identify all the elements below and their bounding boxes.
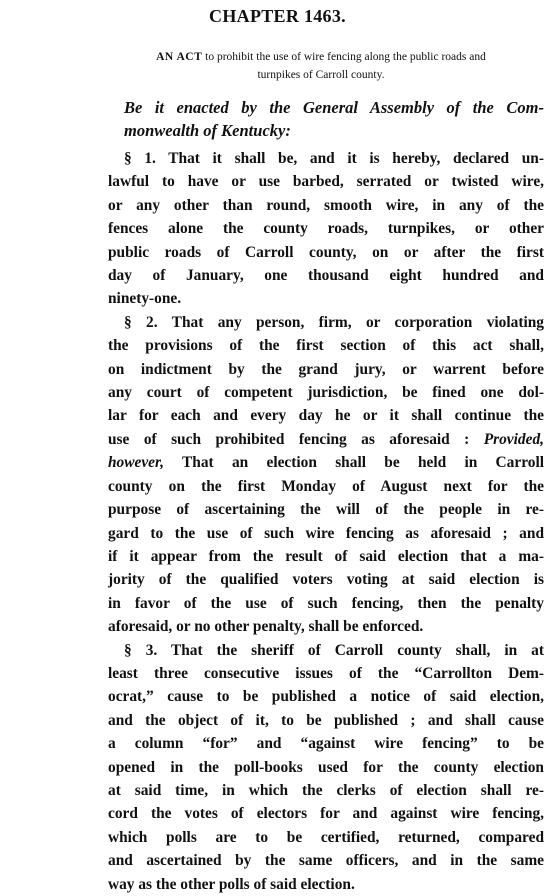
section-2-line: purpose of ascertaining the will of the people in re- (108, 501, 544, 519)
section-3-line: and ascertained by the same officers, and in the same (108, 852, 544, 870)
section-3-line: way as the other polls of said election. (108, 875, 355, 893)
section-3-line: a column “for” and “against wire fencing” to be (108, 735, 544, 753)
section-3-line: which polls are to be certified, returned, compared (108, 828, 544, 846)
section-1-line: day of January, one thousand eight hundred and (108, 267, 544, 285)
however-word: however, (108, 454, 165, 472)
section-2-text: That an election shall be held in Carroll (182, 454, 545, 472)
act-title-line-1 (96, 48, 546, 66)
section-1-line: § 1. That it shall be, and it is hereby, declared un- (124, 150, 544, 167)
section-1-line: fences alone the county roads, turnpikes, or other (108, 220, 544, 238)
section-2-line: the provisions of the first section of this act shall, (108, 337, 544, 355)
section-2-line: in favor of the use of such fencing, then the penalty (108, 594, 544, 612)
section-2-line: gard to the use of such wire fencing as aforesaid ; and (108, 524, 544, 542)
enacting-clause (124, 96, 544, 142)
section-3-line: ocrat,” cause to be published a notice of said election, (108, 688, 544, 706)
section-2-line (108, 451, 544, 474)
section-2-line: any court of competent jurisdiction, be fined one dol- (108, 384, 544, 402)
section-3-line: opened in the poll-books used for the county election (108, 758, 544, 776)
enacting-clause-line-1: Be it enacted by the General Assembly of the Com- (124, 98, 544, 117)
section-1-line: lawful to have or use barbed, serrated or twisted wire, (108, 173, 544, 191)
act-title (96, 48, 546, 84)
act-title-line-2: turnpikes of Carroll county. (257, 69, 385, 81)
section-2-text: use of such prohibited fencing as aforesaid : (108, 430, 470, 448)
section-2-line: if it appear from the result of said election that a ma- (108, 547, 544, 565)
section-2-line: county on the first Monday of August next for the (108, 477, 544, 495)
section-2-line: aforesaid, or no other penalty, shall be enforced. (108, 618, 424, 636)
section-3-line: least three consecutive issues of the “Carrollton Dem- (108, 664, 544, 682)
provided-word: Provided, (483, 430, 544, 448)
act-title-lead: AN ACT (156, 51, 203, 63)
section-3-line: at said time, in which the clerks of election shall re- (108, 781, 544, 799)
section-2-line: § 2. That any person, firm, or corporation violating (124, 313, 544, 331)
section-2-line: on indictment by the grand jury, or warrent before (108, 360, 544, 378)
act-body (108, 147, 544, 896)
chapter-heading: CHAPTER 1463. (209, 6, 346, 26)
section-2-line: jority of the qualified voters voting at said election is (108, 571, 544, 589)
section-1-line: ninety-one. (108, 290, 182, 308)
act-title-line-1-rest: to prohibit the use of wire fencing along the public roads and (205, 51, 486, 63)
section-3-line: § 3. That the sheriff of Carroll county shall, in at (124, 641, 544, 659)
section-3-line: and the object of it, to be published ; and shall cause (108, 711, 544, 729)
section-1-line: or any other than round, smooth wire, in any of the (108, 196, 544, 214)
section-3-line: cord the votes of electors for and against wire fencing, (108, 805, 544, 823)
section-2-line (108, 428, 544, 451)
enacting-clause-line-2: monwealth of Kentucky: (124, 121, 291, 140)
section-2-line: lar for each and every day he or it shall continue the (108, 407, 544, 425)
section-1-line: public roads of Carroll county, on or after the first (108, 243, 544, 261)
